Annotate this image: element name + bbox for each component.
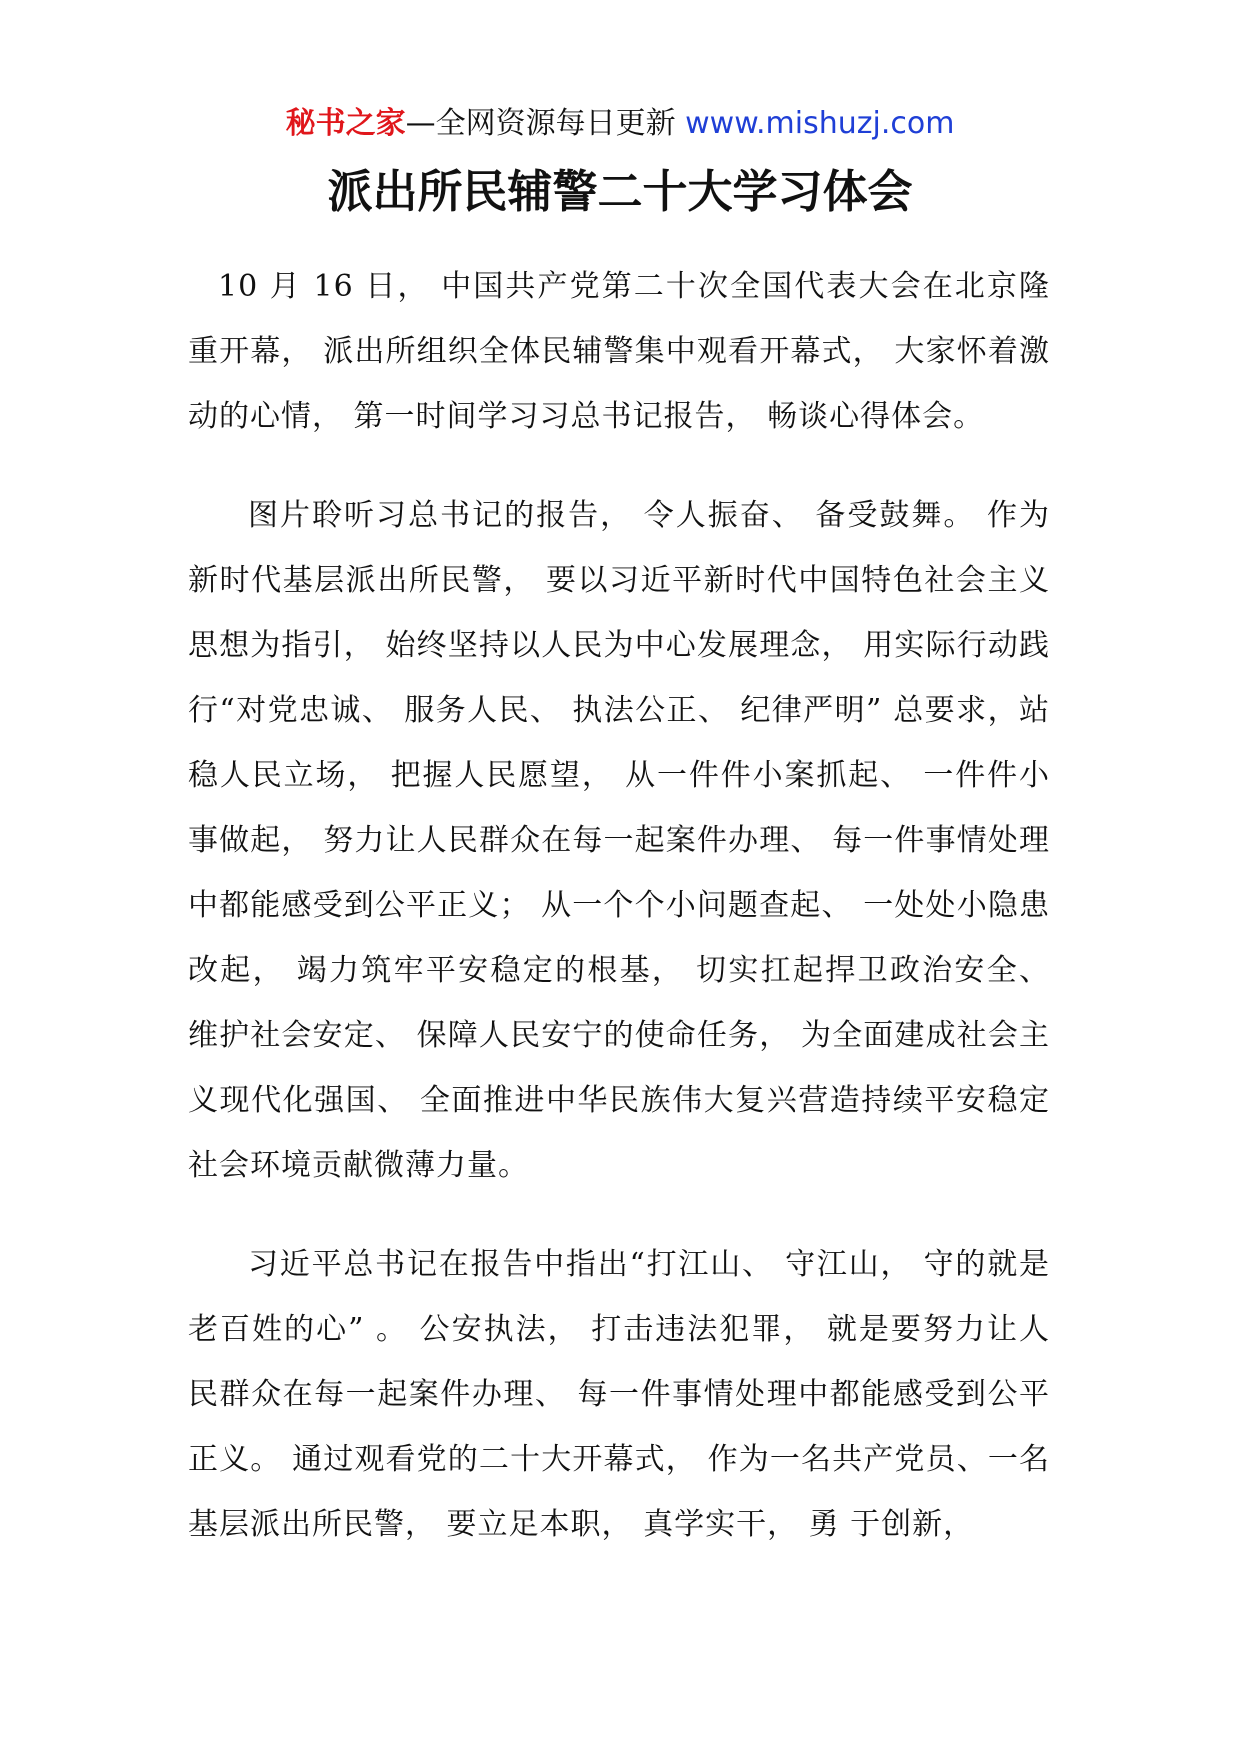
document-body	[188, 254, 1050, 1591]
document-title: 派出所民辅警二十大学习体会	[327, 165, 913, 218]
header-tagline: —全网资源每日更新	[405, 106, 676, 141]
site-url-link[interactable]: www.mishuzj.com	[685, 106, 955, 141]
site-header	[0, 104, 1240, 144]
paragraph-2: 图片聆听习总书记的报告， 令人振奋、 备受鼓舞。 作为新时代基层派出所民警， 要以习近平新时代中国特色社会主义思想为指引， 始终坚持以人民为中心发展理念， 用实际行动践行“对党忠诚、 服务人民、 执法公正、 纪律严明” 总要求，站稳人民立场， 把握人民愿望， 从一件件小案抓起、 一件件小事做起， 努力让人民群众在每一起案件办理、 每一件事情处理中都能感受到公平正义； 从一个个小问题查起、 一处处小隐患改起， 竭力筑牢平安稳定的根基， 切实扛起捍卫政治安全、 维护社会安定、 保障人民安宁的使命任务， 为全面建成社会主义现代化强国、 全面推进中华民族伟大复兴营造持续平安稳定社会环境贡献微薄力量。	[188, 498, 1050, 1183]
brand-name: 秘书之家	[285, 106, 406, 141]
paragraph-3: 习近平总书记在报告中指出“打江山、 守江山， 守的就是老百姓的心” 。 公安执法， 打击违法犯罪， 就是要努力让人民群众在每一起案件办理、 每一件事情处理中都能感受到公平正义。 通过观看党的二十大开幕式， 作为一名共产党员、一名基层派出所民警， 要立足本职， 真学实干， 勇 于创新，	[188, 1247, 1050, 1542]
paragraph-1: 10 月 16 日， 中国共产党第二十次全国代表大会在北京隆重开幕， 派出所组织全体民辅警集中观看开幕式， 大家怀着激动的心情， 第一时间学习习总书记报告， 畅谈心得体会。	[188, 269, 1050, 434]
